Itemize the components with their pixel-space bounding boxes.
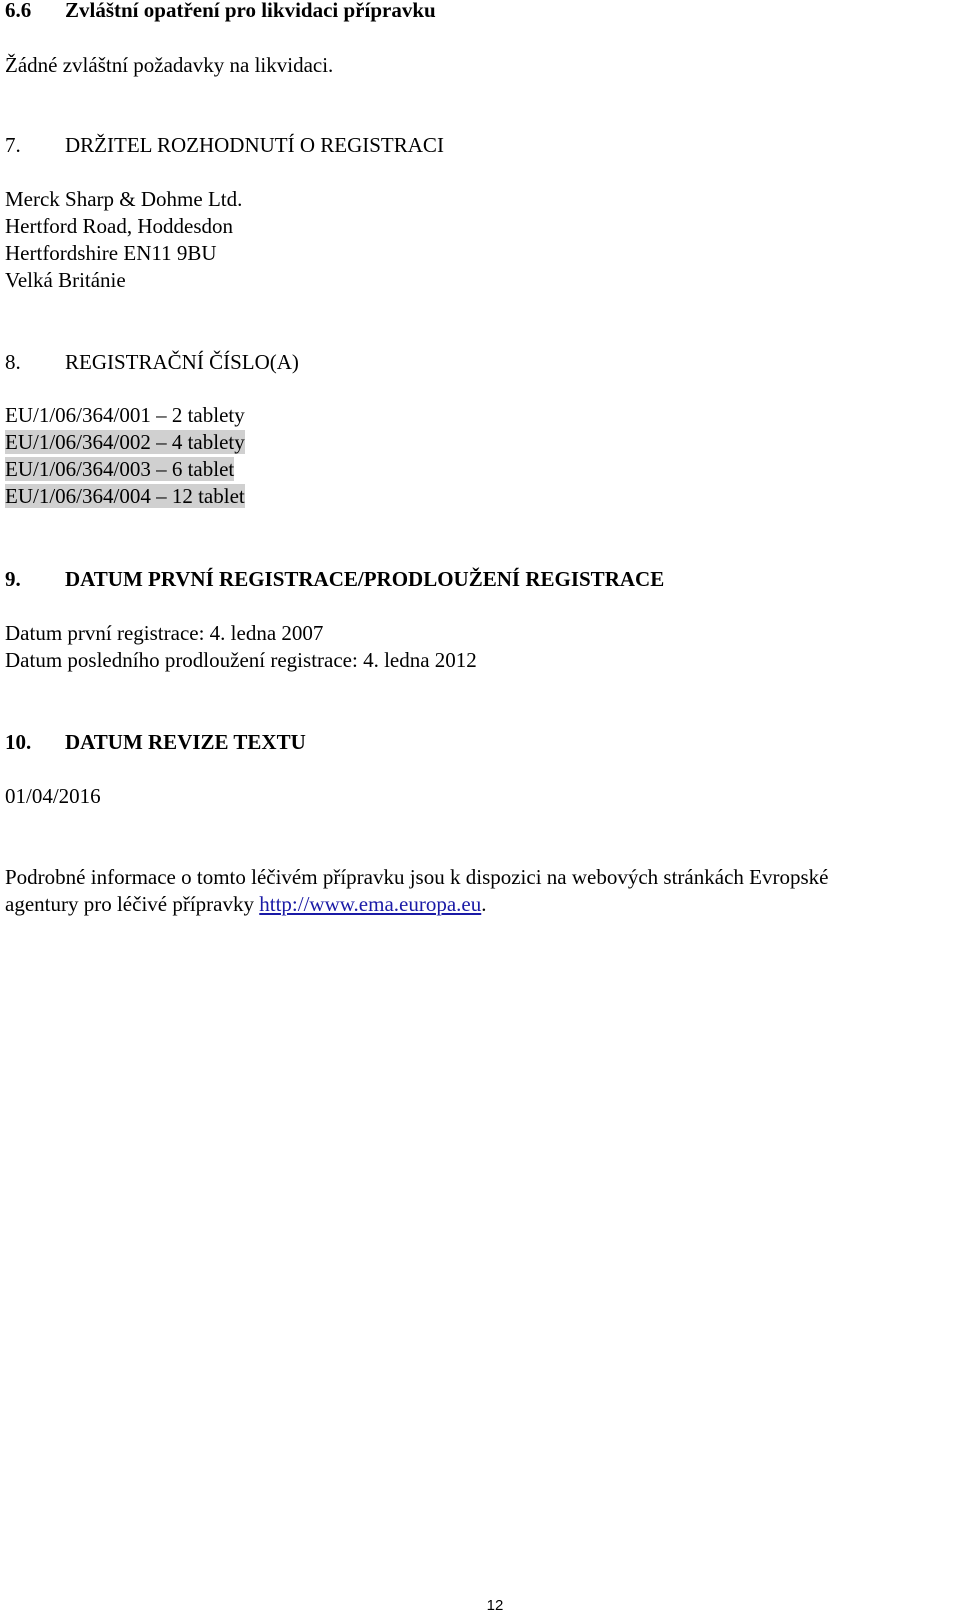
info-text: agentury pro léčivé přípravky: [5, 892, 260, 916]
ema-website-link[interactable]: http://www.ema.europa.eu: [259, 892, 482, 916]
section-number: 8.: [5, 350, 21, 374]
highlighted-text: EU/1/06/364/003 – 6 tablet: [5, 457, 235, 481]
registration-number-entry: EU/1/06/364/001 – 2 tablety: [5, 403, 245, 427]
section-title: REGISTRAČNÍ ČÍSLO(A): [65, 350, 299, 374]
registration-date-line: Datum první registrace: 4. ledna 2007: [5, 621, 324, 645]
section-10-heading: [5, 729, 306, 756]
section-8-heading: [5, 349, 299, 376]
section-title: DATUM PRVNÍ REGISTRACE/PRODLOUŽENÍ REGISTRACE: [65, 567, 665, 591]
registration-number-entry: [5, 456, 234, 483]
section-number: 10.: [5, 730, 32, 754]
holder-address-line: Hertfordshire EN11 9BU: [5, 241, 217, 265]
section-6-6-body: Žádné zvláštní požadavky na likvidaci.: [5, 53, 334, 77]
info-paragraph-line: Podrobné informace o tomto léčivém přípravku jsou k dispozici na webových stránkách Evropské: [5, 865, 829, 889]
holder-address-line: Velká Británie: [5, 268, 126, 292]
section-7-heading: [5, 132, 444, 159]
highlighted-text: EU/1/06/364/002 – 4 tablety: [5, 430, 245, 454]
section-number: 7.: [5, 133, 21, 157]
registration-number-entry: [5, 483, 245, 510]
holder-address-line: Merck Sharp & Dohme Ltd.: [5, 187, 243, 211]
info-paragraph-line: [5, 891, 487, 918]
section-title: DRŽITEL ROZHODNUTÍ O REGISTRACI: [65, 133, 444, 157]
info-text: .: [481, 892, 487, 916]
section-6-6-heading: [5, 0, 436, 24]
section-title: Zvláštní opatření pro likvidaci přípravku: [65, 0, 436, 22]
highlighted-text: EU/1/06/364/004 – 12 tablet: [5, 484, 245, 508]
holder-address-line: Hertford Road, Hoddesdon: [5, 214, 234, 238]
renewal-date-line: Datum posledního prodloužení registrace: 4. ledna 2012: [5, 648, 477, 672]
section-number: 6.6: [5, 0, 32, 22]
section-number: 9.: [5, 567, 21, 591]
page-number: 12: [486, 1597, 504, 1614]
revision-date: 01/04/2016: [5, 784, 101, 808]
section-9-heading: [5, 566, 664, 593]
registration-number-entry: [5, 429, 245, 456]
section-title: DATUM REVIZE TEXTU: [65, 730, 306, 754]
